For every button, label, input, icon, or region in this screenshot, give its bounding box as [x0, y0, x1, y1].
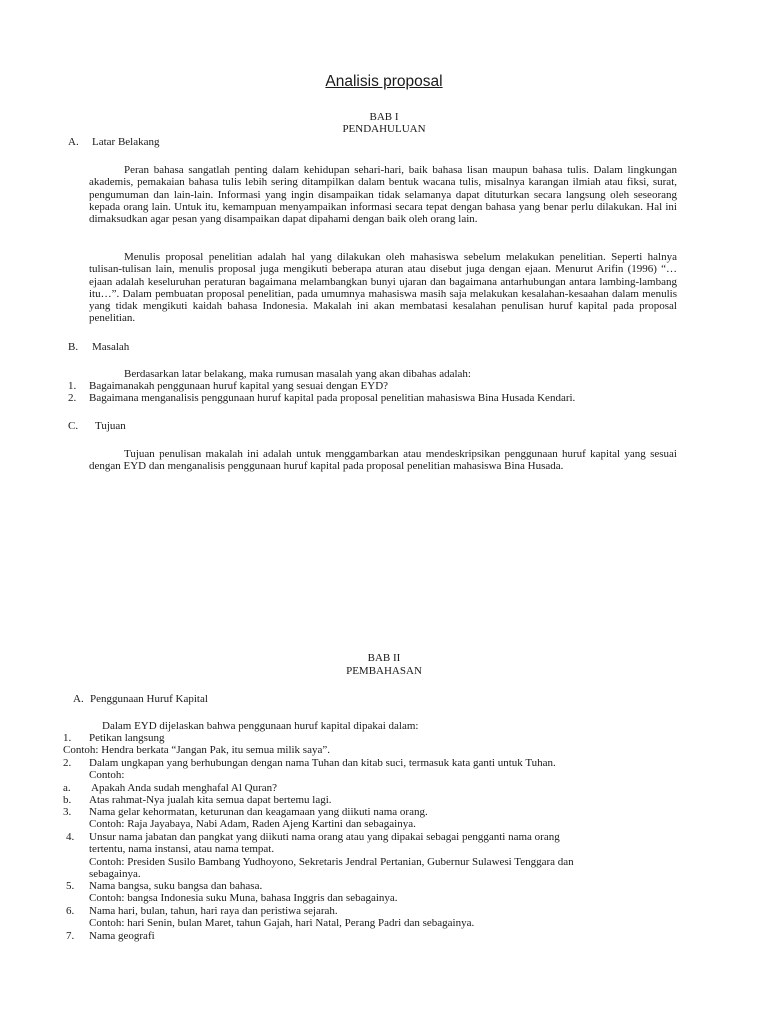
- list-number: 4.: [66, 831, 75, 843]
- list-number: 2.: [63, 757, 72, 769]
- list-number: 5.: [66, 880, 75, 892]
- list-number: 1.: [63, 732, 72, 744]
- list-number: 2.: [68, 392, 77, 404]
- section-title: Tujuan: [95, 420, 126, 432]
- example-text: Contoh: hari Senin, bulan Maret, tahun Gajah, hari Natal, Perang Padri dan sebagainya.: [89, 917, 475, 929]
- section-letter: A.: [73, 693, 84, 705]
- list-item: Dalam ungkapan yang berhubungan dengan nama Tuhan dan kitab suci, termasuk kata ganti untuk Tuhan.: [89, 757, 556, 769]
- list-item: Unsur nama jabatan dan pangkat yang diikuti nama orang atau yang dipakai sebagai pengganti nama orang: [89, 831, 560, 843]
- section-letter: B.: [68, 341, 79, 353]
- list-number: 1.: [68, 380, 77, 392]
- paragraph-text: Menulis proposal penelitian adalah hal yang dilakukan oleh mahasiswa sebelum melakukan penelitian. Seperti halnya tulisan-tulisan lain, menulis proposal juga mengikuti beberapa aturan atau disebut juga dengan ejaan. Menurut Arifin (1996) “…ejaan adalah keseluruhan peraturan bagaimana melambangkan bunyi ujaran dan bagaimana antarhubungan antara lambing-lambang itu…”. Dalam pembuatan proposal penelitian, pada umumnya mahasiswa masih saja melakukan kesalahan-kesaahan dalam menulis yang tidak mengikuti kaidah bahasa Indonesia. Makalah ini akan membatasi kesalahan penulisan huruf kapital pada proposal penelitian.: [89, 251, 677, 325]
- example-text: Contoh: Presiden Susilo Bambang Yudhoyono, Sekretaris Jendral Pertanian, Gubernur Sulawesi Tenggara dan: [89, 856, 574, 868]
- list-letter: a.: [63, 782, 71, 794]
- list-item: Nama gelar kehormatan, keturunan dan keagamaan yang diikuti nama orang.: [89, 806, 428, 818]
- list-item: Apakah Anda sudah menghafal Al Quran?: [91, 782, 278, 794]
- list-item: Nama bangsa, suku bangsa dan bahasa.: [89, 880, 263, 892]
- document-title: Analisis proposal: [325, 73, 443, 90]
- list-item: Bagaimanakah penggunaan huruf kapital yang sesuai dengan EYD?: [89, 380, 389, 392]
- section-letter: A.: [68, 136, 79, 148]
- list-item-continuation: tertentu, nama instansi, atau nama tempat.: [89, 843, 275, 855]
- paragraph-text: Dalam EYD dijelaskan bahwa penggunaan huruf kapital dipakai dalam:: [102, 720, 419, 732]
- section-title: Masalah: [92, 341, 130, 353]
- list-item: Bagaimana menganalisis penggunaan huruf kapital pada proposal penelitian mahasiswa Bina Husada Kendari.: [89, 392, 576, 404]
- list-item: Nama hari, bulan, tahun, hari raya dan peristiwa sejarah.: [89, 905, 338, 917]
- paragraph: [89, 448, 677, 473]
- list-number: 6.: [66, 905, 75, 917]
- example-text: Contoh:: [89, 769, 125, 781]
- paragraph: [89, 164, 677, 225]
- example-text: Contoh: Raja Jayabaya, Nabi Adam, Raden Ajeng Kartini dan sebagainya.: [89, 818, 416, 830]
- example-text: sebagainya.: [89, 868, 141, 880]
- chapter-heading: BAB II: [367, 652, 401, 664]
- paragraph-text: Berdasarkan latar belakang, maka rumusan masalah yang akan dibahas adalah:: [124, 368, 471, 380]
- chapter-subheading: PENDAHULUAN: [342, 123, 426, 135]
- list-letter: b.: [63, 794, 72, 806]
- paragraph-text: Tujuan penulisan makalah ini adalah untuk menggambarkan atau mendeskripsikan penggunaan huruf kapital yang sesuai dengan EYD dan menganalisis penggunaan huruf kapital pada proposal penelitian mahasiswa Bina Husada.: [89, 448, 677, 473]
- section-title: Penggunaan Huruf Kapital: [90, 693, 208, 705]
- paragraph: [89, 251, 677, 325]
- chapter-subheading: PEMBAHASAN: [346, 665, 422, 677]
- list-number: 7.: [66, 930, 75, 942]
- chapter-heading: BAB I: [369, 111, 399, 123]
- list-number: 3.: [63, 806, 72, 818]
- section-letter: C.: [68, 420, 79, 432]
- paragraph-text: Peran bahasa sangatlah penting dalam kehidupan sehari-hari, baik bahasa lisan maupun bahasa tulis. Dalam lingkungan akademis, pemakaian bahasa tulis lebih sering ditampilkan dalam bentuk wacana tulis, misalnya karangan ilmiah atau fiksi, surat, pengumuman dan lain-lain. Informasi yang ingin disampaikan tidak selamanya dapat dituturkan secara langsung oleh seseorang kepada orang lain. Untuk itu, kemampuan menyampaikan informasi secara tepat dengan bahasa yang benar perlu dilakukan. Hal ini dimaksudkan agar pesan yang disampaikan dapat dipahami dengan baik oleh orang lain.: [89, 164, 677, 226]
- section-title: Latar Belakang: [92, 136, 160, 148]
- list-item: Nama geografi: [89, 930, 155, 942]
- example-text: Contoh: bangsa Indonesia suku Muna, bahasa Inggris dan sebagainya.: [89, 892, 398, 904]
- list-item: Petikan langsung: [89, 732, 165, 744]
- example-text: Contoh: Hendra berkata “Jangan Pak, itu semua milik saya”.: [63, 744, 330, 756]
- list-item: Atas rahmat-Nya jualah kita semua dapat bertemu lagi.: [89, 794, 332, 806]
